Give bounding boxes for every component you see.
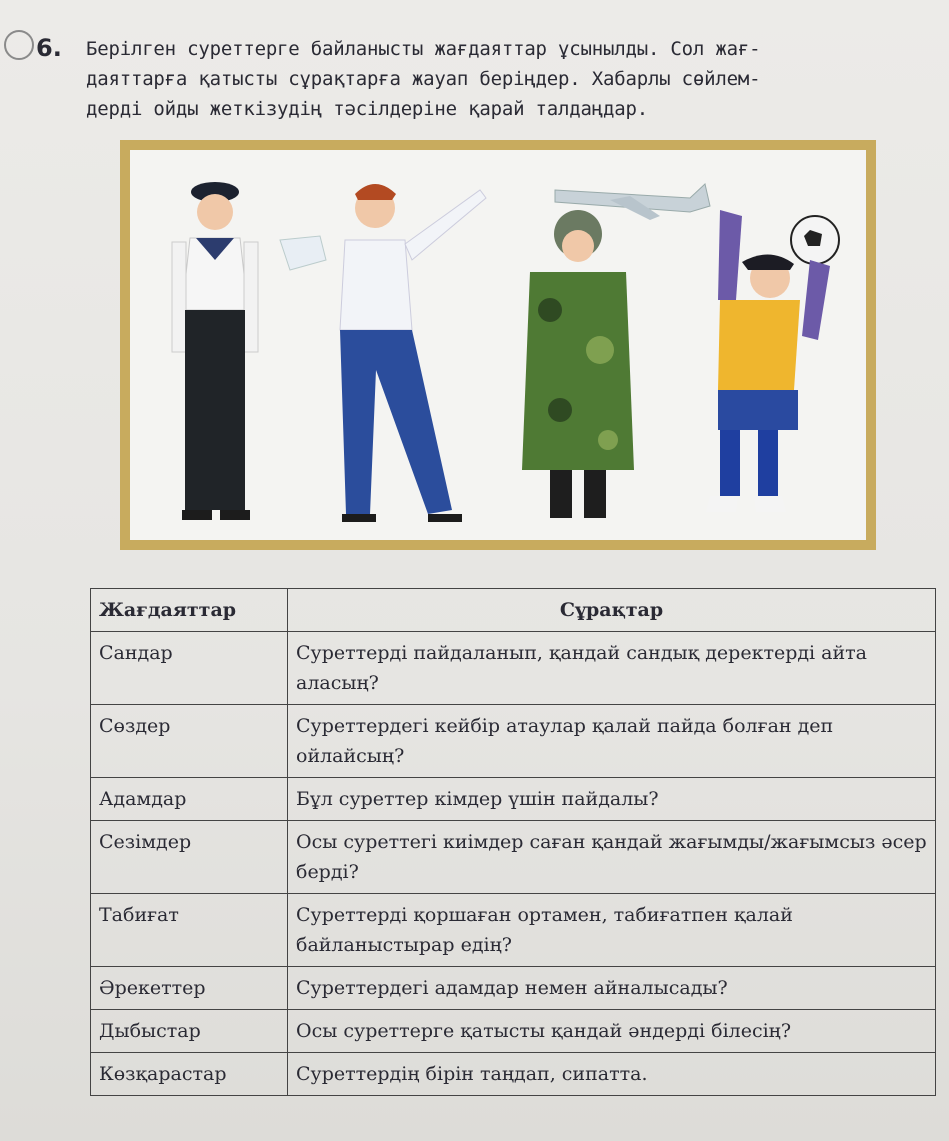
task-number: 6. (36, 34, 62, 62)
situation-cell: Сөздер (91, 705, 288, 778)
question-cell: Суреттердің бірін таңдап, сипатта. (288, 1053, 936, 1096)
question-cell: Суреттерді қоршаған ортамен, табиғатпен қалай байланыстырар едің? (288, 894, 936, 967)
instruction-line: Берілген суреттерге байланысты жағдаяттар ұсынылды. Сол жағ- (86, 38, 761, 60)
question-cell: Суреттердегі адамдар немен айналысады? (288, 967, 936, 1010)
waving-boy-figure (280, 184, 486, 522)
task-instructions (86, 34, 886, 124)
situation-cell: Табиғат (91, 894, 288, 967)
situation-cell: Сезімдер (91, 821, 288, 894)
situation-cell: Сандар (91, 632, 288, 705)
situation-cell: Дыбыстар (91, 1010, 288, 1053)
column-header-questions: Сұрақтар (288, 589, 936, 632)
illustration-frame (120, 140, 876, 550)
question-cell: Суреттерді пайдаланып, қандай сандық деректерді айта аласың? (288, 632, 936, 705)
table-row (91, 894, 936, 967)
goalkeeper-figure (706, 210, 839, 512)
pilot-figure (522, 210, 634, 518)
column-header-situations: Жағдаяттар (91, 589, 288, 632)
table-row (91, 1053, 936, 1096)
table-header-row (91, 589, 936, 632)
sailor-figure (172, 182, 258, 520)
table-row (91, 632, 936, 705)
task-marker-icon (4, 30, 34, 60)
table-row (91, 778, 936, 821)
table-row (91, 967, 936, 1010)
situation-cell: Адамдар (91, 778, 288, 821)
situation-cell: Әрекеттер (91, 967, 288, 1010)
situations-table (90, 588, 936, 1096)
illustration-figures (130, 150, 866, 540)
instruction-line: дерді ойды жеткізудің тәсілдеріне қарай талдаңдар. (86, 98, 648, 120)
situation-cell: Көзқарастар (91, 1053, 288, 1096)
table-row (91, 1010, 936, 1053)
instruction-line: даяттарға қатысты сұрақтарға жауап беріңдер. Хабарлы сөйлем- (86, 68, 761, 90)
question-cell: Осы суреттерге қатысты қандай әндерді білесің? (288, 1010, 936, 1053)
table-row (91, 705, 936, 778)
question-cell: Бұл суреттер кімдер үшін пайдалы? (288, 778, 936, 821)
question-cell: Суреттердегі кейбір атаулар қалай пайда болған деп ойлайсың? (288, 705, 936, 778)
question-cell: Осы суреттегі киімдер саған қандай жағымды/жағымсыз әсер берді? (288, 821, 936, 894)
table-row (91, 821, 936, 894)
